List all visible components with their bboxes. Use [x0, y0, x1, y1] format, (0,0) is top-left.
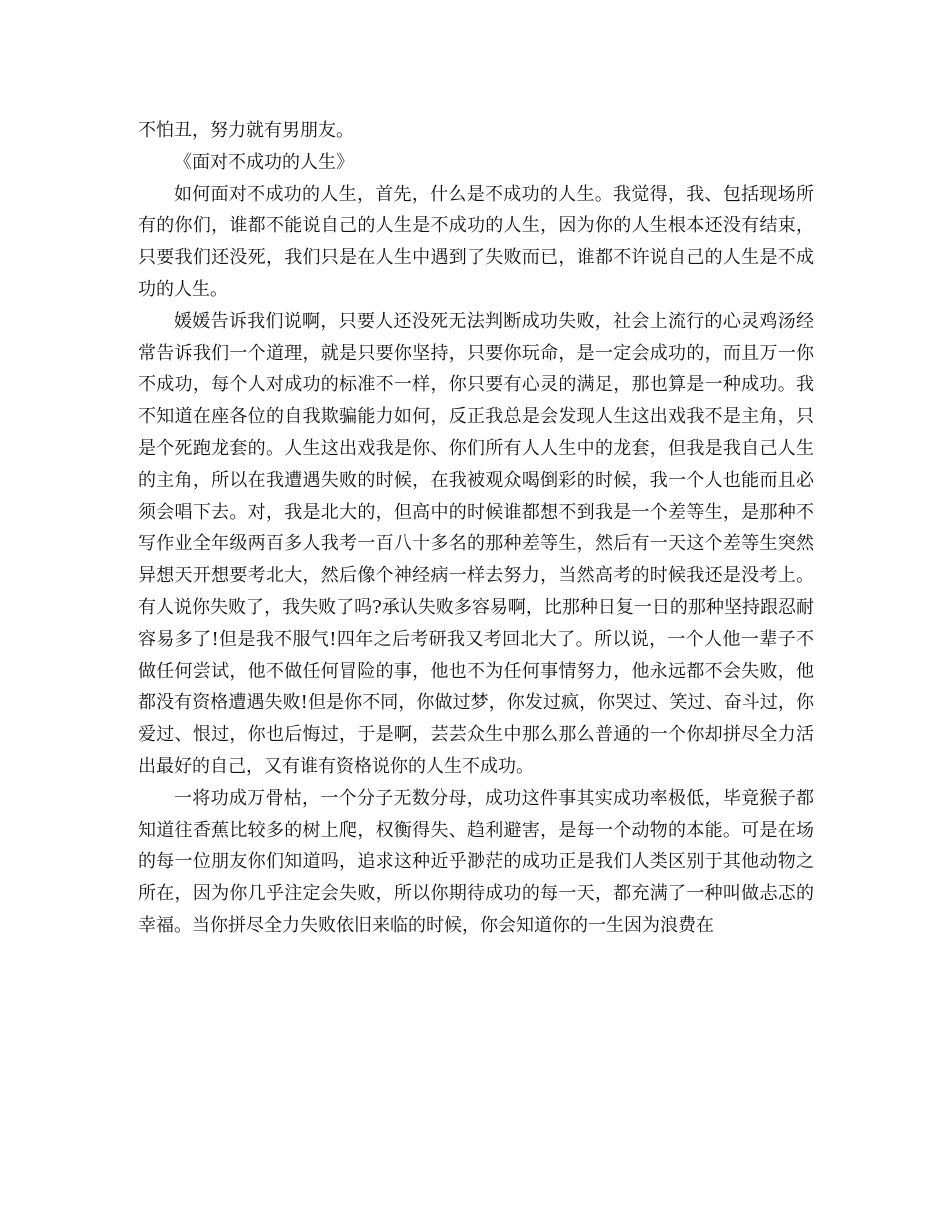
- paragraph-continuation: 不怕丑，努力就有男朋友。: [138, 120, 354, 141]
- paragraph: 如何面对不成功的人生，首先，什么是不成功的人生。我觉得，我、包括现场所有的你们，谁都不能说自己的人生是不成功的人生，因为你的人生根本还没有结束，只要我们还没死，我们只是在人生中遇到了失败而已，谁都不许说自己的人生是不成功的人生。: [138, 183, 814, 300]
- speech-title: 《面对不成功的人生》: [174, 151, 354, 173]
- document-body: [138, 115, 814, 942]
- paragraph: 一将功成万骨枯，一个分子无数分母，成功这件事其实成功率极低，毕竟猴子都知道往香蕉比较多的树上爬，权衡得失、趋利避害，是每一个动物的本能。可是在场的每一位朋友你们知道吗，追求这种近乎渺茫的成功正是我们人类区别于其他动物之所在，因为你几乎注定会失败，所以你期待成功的每一天，都充满了一种叫做忐忑的幸福。当你拼尽全力失败依旧来临的时候，你会知道你的一生因为浪费在: [138, 787, 814, 936]
- paragraph: 媛媛告诉我们说啊，只要人还没死无法判断成功失败，社会上流行的心灵鸡汤经常告诉我们一个道理，就是只要你坚持，只要你玩命，是一定会成功的，而且万一你不成功，每个人对成功的标准不一样，你只要有心灵的满足，那也算是一种成功。我不知道在座各位的自我欺骗能力如何，反正我总是会发现人生这出戏我不是主角，只是个死跑龙套的。人生这出戏我是你、你们所有人人生中的龙套，但我是我自己人生的主角，所以在我遭遇失败的时候，在我被观众喝倒彩的时候，我一个人也能而且必须会唱下去。对，我是北大的，但高中的时候谁都想不到我是一个差等生，是那种不写作业全年级两百多人我考一百八十多名的那种差等生，然后有一天这个差等生突然异想天开想要考北大，然后像个神经病一样去努力，当然高考的时候我还是没考上。有人说你失败了，我失败了吗?承认失败多容易啊，比那种日复一日的那种坚持跟忍耐容易多了!但是我不服气!四年之后考研我又考回北大了。所以说，一个人他一辈子不做任何尝试，他不做任何冒险的事，他也不为任何事情努力，他永远都不会失败，他都没有资格遭遇失败!但是你不同，你做过梦，你发过疯，你哭过、笑过、奋斗过，你爱过、恨过，你也后悔过，于是啊，芸芸众生中那么那么普通的一个你却拼尽全力活出最好的自己，又有谁有资格说你的人生不成功。: [138, 310, 814, 777]
